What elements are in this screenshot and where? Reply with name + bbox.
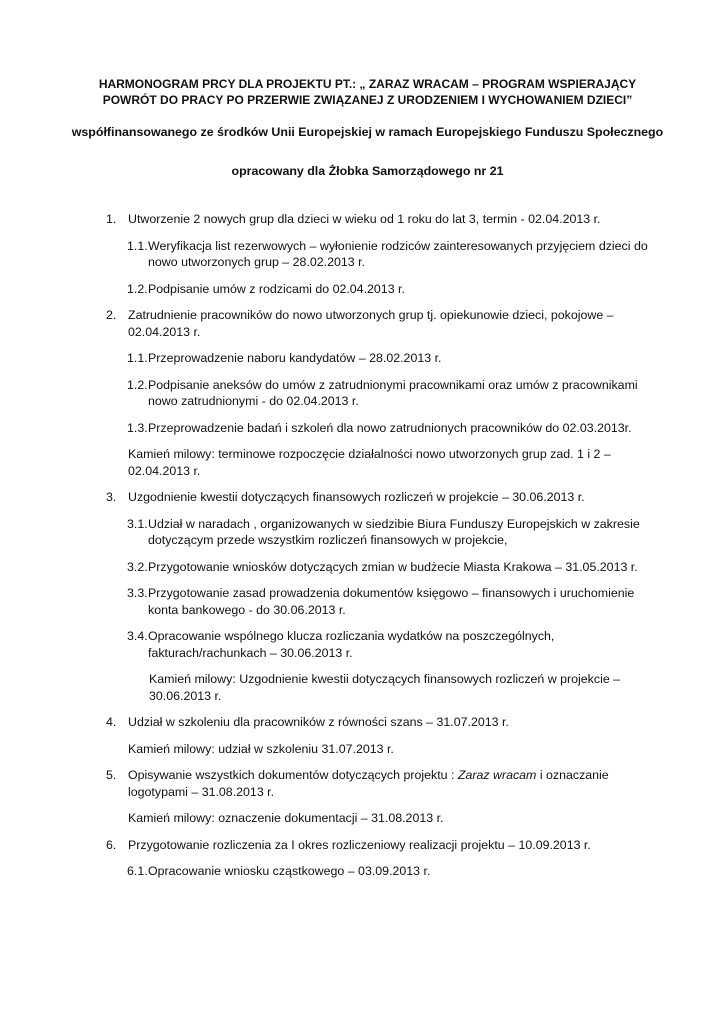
subitem-text: Podpisanie umów z rodzicami do 02.04.2013 r. [148,281,405,296]
subitem-3-4 [70,628,665,661]
list-item-3 [70,489,665,506]
item-text: Utworzenie 2 nowych grup dla dzieci w wieku od 1 roku do lat 3, termin - 02.04.2013 r. [128,212,601,226]
milestone-2: Kamień milowy: terminowe rozpoczęcie działalności nowo utworzonych grup zad. 1 i 2 – 02.04.2013 r. [128,447,611,478]
item-number: 4. [106,715,117,729]
subitem-text: Przygotowanie zasad prowadzenia dokumentów księgowo – finansowych i uruchomienie konta bankowego - do 30.06.2013 r. [148,586,635,617]
subitem-text: Opracowanie wniosku cząstkowego – 03.09.2013 r. [148,864,431,878]
subitem-text: Przeprowadzenie naboru kandydatów – 28.02.2013 r. [148,351,442,365]
subitem-2-2 [70,377,665,410]
milestone-5: Kamień milowy: oznaczenie dokumentacji – 31.08.2013 r. [128,811,444,825]
item-number: 3. [106,490,117,504]
subitem-number: 3.2. [127,559,148,574]
milestone-4: Kamień milowy: udział w szkoleniu 31.07.2013 r. [128,741,394,756]
item-number: 5. [106,768,117,782]
item-text-before: Opisywanie wszystkich dokumentów dotyczących projektu : [128,768,458,782]
item-text: Udział w szkoleniu dla pracowników z równości szans – 31.07.2013 r. [128,715,509,729]
subitem-3-2 [70,559,665,576]
list-item-4 [70,714,665,731]
subitem-1-2 [70,281,665,298]
subitem-number: 1.2. [127,377,148,392]
subitem-number: 1.2. [127,281,148,296]
subitem-text: Weryfikacja list rezerwowych – wyłonienie rodziców zainteresowanych przyjęciem dzieci do nowo utworzonych grup – 28.02.2013 r. [148,238,648,269]
subitem-2-3 [70,420,665,437]
subitem-number: 3.3. [127,586,148,600]
subitem-6-1 [70,863,665,880]
list-item-6 [70,837,665,854]
item-text: Przygotowanie rozliczenia za I okres rozliczeniowy realizacji projektu – 10.09.2013 r. [128,837,591,852]
milestone-3: Kamień milowy: Uzgodnienie kwestii dotyczących finansowych rozliczeń w projekcie – 30.06.2013 r. [149,672,621,703]
project-name: Zaraz wracam [457,768,537,782]
subitem-2-1 [70,350,665,367]
prepared-for: opracowany dla Żłobka Samorządowego nr 21 [231,163,504,178]
subitem-number: 6.1. [127,864,148,878]
subitem-1-1 [70,238,665,271]
item-text: Uzgodnienie kwestii dotyczących finansowych rozliczeń w projekcie – 30.06.2013 r. [128,490,585,504]
subitem-number: 1.3. [127,420,148,435]
subitem-text: Przygotowanie wniosków dotyczących zmian w budżecie Miasta Krakowa – 31.05.2013 r. [148,559,638,574]
list-item-2 [70,307,665,340]
subitem-3-3 [70,585,665,618]
subitem-3-1 [70,516,665,549]
subitem-number: 1.1. [127,351,148,365]
list-item-1 [70,211,665,228]
item-text-after: i oznaczanie logotypami – 31.08.2013 r. [128,768,609,799]
document-title [70,76,665,108]
subitem-number: 3.1. [127,516,148,531]
item-number: 6. [106,837,117,852]
subitem-number: 3.4. [127,629,148,643]
subitem-text: Podpisanie aneksów do umów z zatrudnionymi pracownikami oraz umów z pracownikami nowo zatrudnionymi - do 02.04.2013 r. [148,377,638,408]
item-text: Zatrudnienie pracowników do nowo utworzonych grup tj. opiekunowie dzieci, pokojowe – 02.04.2013 r. [128,308,614,339]
subitem-text: Opracowanie wspólnego klucza rozliczania wydatków na poszczególnych, fakturach/rachunkach – 30.06.2013 r. [148,629,555,660]
cofinance-note: współfinansowanego ze środków Unii Europejskiej w ramach Europejskiego Funduszu Społecznego [71,125,664,139]
title-line-1: HARMONOGRAM PRCY DLA PROJEKTU PT.: „ ZARAZ WRACAM – PROGRAM WSPIERAJĄCY [98,77,637,91]
item-number: 2. [106,308,117,322]
title-line-2: POWRÓT DO PRACY PO PRZERWIE ZWIĄZANEJ Z URODZENIEM I WYCHOWANIEM DZIECI” [102,93,633,107]
item-text [128,768,609,799]
item-number: 1. [106,212,117,226]
list-item-5 [70,767,665,800]
subitem-number: 1.1. [127,238,148,253]
subitem-text: Przeprowadzenie badań i szkoleń dla nowo zatrudnionych pracowników do 02.03.2013r. [148,420,632,435]
subitem-text: Udział w naradach , organizowanych w siedzibie Biura Funduszy Europejskich w zakresie dotyczącym przede wszystkim rozliczeń finansowych w projekcie, [148,516,640,547]
